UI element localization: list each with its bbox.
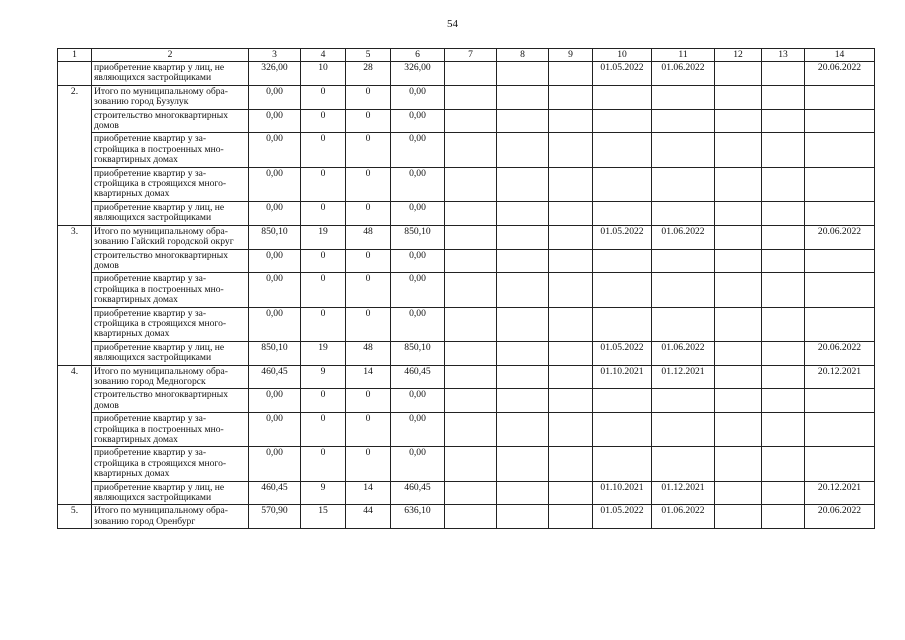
- cell-c4: 0: [301, 249, 346, 273]
- col-header: 8: [497, 49, 549, 62]
- cell-c10: [593, 133, 652, 167]
- cell-c10: 01.05.2022: [593, 505, 652, 529]
- cell-c11: 01.06.2022: [652, 62, 715, 86]
- cell-c7: [445, 167, 497, 201]
- cell-c7: [445, 249, 497, 273]
- cell-c11: [652, 273, 715, 307]
- cell-c10: 01.05.2022: [593, 341, 652, 365]
- table-body: [58, 62, 875, 529]
- cell-c7: [445, 389, 497, 413]
- cell-c4: 0: [301, 413, 346, 447]
- cell-c12: [715, 85, 762, 109]
- cell-c5: 48: [346, 341, 391, 365]
- cell-c4: 19: [301, 341, 346, 365]
- cell-c11: [652, 167, 715, 201]
- cell-c14: [805, 389, 875, 413]
- cell-c9: [549, 62, 593, 86]
- cell-c3: 0,00: [249, 307, 301, 341]
- cell-c14: [805, 85, 875, 109]
- cell-c8: [497, 167, 549, 201]
- row-description: Итого по муниципальному обра-зованию город Бузулук: [92, 85, 249, 109]
- cell-c11: 01.12.2021: [652, 365, 715, 389]
- cell-c8: [497, 307, 549, 341]
- cell-c8: [497, 413, 549, 447]
- cell-c3: 570,90: [249, 505, 301, 529]
- cell-c9: [549, 505, 593, 529]
- cell-c14: [805, 133, 875, 167]
- cell-c13: [762, 413, 805, 447]
- cell-c5: 48: [346, 225, 391, 249]
- cell-c7: [445, 505, 497, 529]
- cell-c6: 850,10: [391, 225, 445, 249]
- cell-c12: [715, 109, 762, 133]
- cell-c12: [715, 413, 762, 447]
- cell-c14: 20.12.2021: [805, 365, 875, 389]
- cell-c12: [715, 249, 762, 273]
- col-header: 11: [652, 49, 715, 62]
- cell-c14: [805, 109, 875, 133]
- cell-c7: [445, 481, 497, 505]
- cell-c6: 0,00: [391, 389, 445, 413]
- col-header: 6: [391, 49, 445, 62]
- cell-c7: [445, 413, 497, 447]
- row-number: 4.: [58, 365, 92, 505]
- cell-c3: 850,10: [249, 341, 301, 365]
- cell-c8: [497, 341, 549, 365]
- cell-c6: 0,00: [391, 201, 445, 225]
- cell-c13: [762, 307, 805, 341]
- cell-c8: [497, 273, 549, 307]
- cell-c12: [715, 341, 762, 365]
- cell-c12: [715, 167, 762, 201]
- cell-c14: [805, 167, 875, 201]
- cell-c13: [762, 481, 805, 505]
- row-description: Итого по муниципальному обра-зованию Гайский городской округ: [92, 225, 249, 249]
- cell-c4: 9: [301, 365, 346, 389]
- cell-c9: [549, 85, 593, 109]
- cell-c9: [549, 201, 593, 225]
- cell-c5: 28: [346, 62, 391, 86]
- cell-c5: 44: [346, 505, 391, 529]
- cell-c9: [549, 447, 593, 481]
- col-header: 1: [58, 49, 92, 62]
- cell-c8: [497, 365, 549, 389]
- cell-c3: 460,45: [249, 365, 301, 389]
- cell-c14: [805, 201, 875, 225]
- table-row: [58, 505, 875, 529]
- cell-c8: [497, 447, 549, 481]
- cell-c5: 0: [346, 307, 391, 341]
- cell-c5: 14: [346, 481, 391, 505]
- col-header: 3: [249, 49, 301, 62]
- cell-c8: [497, 481, 549, 505]
- cell-c11: [652, 85, 715, 109]
- cell-c11: [652, 389, 715, 413]
- table-row: [58, 201, 875, 225]
- cell-c12: [715, 447, 762, 481]
- cell-c4: 0: [301, 85, 346, 109]
- cell-c6: 0,00: [391, 249, 445, 273]
- cell-c10: [593, 109, 652, 133]
- cell-c10: [593, 85, 652, 109]
- row-description: Итого по муниципальному обра-зованию город Оренбург: [92, 505, 249, 529]
- cell-c5: 0: [346, 389, 391, 413]
- cell-c12: [715, 273, 762, 307]
- cell-c7: [445, 225, 497, 249]
- cell-c13: [762, 109, 805, 133]
- cell-c8: [497, 109, 549, 133]
- page-number: 54: [447, 18, 458, 30]
- cell-c6: 0,00: [391, 273, 445, 307]
- col-header: 12: [715, 49, 762, 62]
- cell-c5: 0: [346, 167, 391, 201]
- cell-c7: [445, 365, 497, 389]
- cell-c14: [805, 447, 875, 481]
- cell-c6: 460,45: [391, 365, 445, 389]
- cell-c9: [549, 413, 593, 447]
- cell-c10: [593, 447, 652, 481]
- cell-c5: 14: [346, 365, 391, 389]
- cell-c13: [762, 225, 805, 249]
- cell-c14: [805, 273, 875, 307]
- col-header: 5: [346, 49, 391, 62]
- cell-c13: [762, 341, 805, 365]
- cell-c4: 0: [301, 389, 346, 413]
- row-number: 3.: [58, 225, 92, 365]
- col-header: 7: [445, 49, 497, 62]
- row-description: строительство многоквартирных домов: [92, 389, 249, 413]
- table-row: [58, 341, 875, 365]
- cell-c3: 850,10: [249, 225, 301, 249]
- cell-c4: 0: [301, 273, 346, 307]
- cell-c13: [762, 201, 805, 225]
- cell-c14: 20.06.2022: [805, 225, 875, 249]
- cell-c9: [549, 273, 593, 307]
- cell-c10: [593, 201, 652, 225]
- table-row: [58, 133, 875, 167]
- cell-c4: 0: [301, 447, 346, 481]
- row-description: приобретение квартир у лиц, не являющихся застройщиками: [92, 62, 249, 86]
- cell-c3: 0,00: [249, 447, 301, 481]
- row-description: Итого по муниципальному обра-зованию город Медногорск: [92, 365, 249, 389]
- cell-c12: [715, 505, 762, 529]
- table-row: [58, 365, 875, 389]
- col-header: 14: [805, 49, 875, 62]
- cell-c9: [549, 365, 593, 389]
- cell-c13: [762, 273, 805, 307]
- cell-c12: [715, 201, 762, 225]
- row-description: приобретение квартир у за-стройщика в строящихся много-квартирных домах: [92, 307, 249, 341]
- cell-c5: 0: [346, 133, 391, 167]
- cell-c4: 0: [301, 307, 346, 341]
- cell-c13: [762, 365, 805, 389]
- cell-c4: 10: [301, 62, 346, 86]
- cell-c8: [497, 62, 549, 86]
- row-number: [58, 62, 92, 86]
- table-row: [58, 447, 875, 481]
- cell-c8: [497, 249, 549, 273]
- cell-c5: 0: [346, 273, 391, 307]
- table-row: [58, 167, 875, 201]
- cell-c9: [549, 249, 593, 273]
- cell-c4: 0: [301, 201, 346, 225]
- cell-c4: 9: [301, 481, 346, 505]
- row-description: приобретение квартир у за-стройщика в построенных мно-гоквартирных домах: [92, 413, 249, 447]
- cell-c12: [715, 133, 762, 167]
- cell-c10: [593, 273, 652, 307]
- cell-c3: 0,00: [249, 413, 301, 447]
- cell-c7: [445, 447, 497, 481]
- cell-c7: [445, 307, 497, 341]
- cell-c13: [762, 62, 805, 86]
- row-description: приобретение квартир у лиц, не являющихся застройщиками: [92, 341, 249, 365]
- cell-c7: [445, 85, 497, 109]
- cell-c14: 20.06.2022: [805, 505, 875, 529]
- col-header: 4: [301, 49, 346, 62]
- cell-c6: 0,00: [391, 307, 445, 341]
- cell-c8: [497, 505, 549, 529]
- cell-c11: 01.12.2021: [652, 481, 715, 505]
- cell-c3: 460,45: [249, 481, 301, 505]
- row-description: приобретение квартир у за-стройщика в построенных мно-гоквартирных домах: [92, 133, 249, 167]
- data-table: [57, 48, 875, 529]
- cell-c10: [593, 249, 652, 273]
- cell-c8: [497, 201, 549, 225]
- cell-c3: 0,00: [249, 167, 301, 201]
- cell-c11: [652, 249, 715, 273]
- cell-c4: 0: [301, 133, 346, 167]
- cell-c12: [715, 365, 762, 389]
- cell-c9: [549, 133, 593, 167]
- table-row: [58, 109, 875, 133]
- cell-c11: 01.06.2022: [652, 225, 715, 249]
- cell-c4: 19: [301, 225, 346, 249]
- cell-c6: 0,00: [391, 447, 445, 481]
- cell-c10: 01.10.2021: [593, 481, 652, 505]
- cell-c13: [762, 167, 805, 201]
- cell-c10: 01.05.2022: [593, 225, 652, 249]
- table-row: [58, 413, 875, 447]
- table-row: [58, 225, 875, 249]
- cell-c11: [652, 109, 715, 133]
- col-header: 13: [762, 49, 805, 62]
- cell-c7: [445, 133, 497, 167]
- cell-c6: 0,00: [391, 413, 445, 447]
- cell-c5: 0: [346, 249, 391, 273]
- cell-c13: [762, 133, 805, 167]
- cell-c10: [593, 167, 652, 201]
- cell-c5: 0: [346, 85, 391, 109]
- row-description: приобретение квартир у за-стройщика в строящихся много-квартирных домах: [92, 167, 249, 201]
- cell-c3: 0,00: [249, 133, 301, 167]
- cell-c10: 01.05.2022: [593, 62, 652, 86]
- cell-c8: [497, 85, 549, 109]
- cell-c13: [762, 447, 805, 481]
- cell-c3: 0,00: [249, 85, 301, 109]
- cell-c5: 0: [346, 109, 391, 133]
- cell-c11: 01.06.2022: [652, 341, 715, 365]
- cell-c13: [762, 249, 805, 273]
- cell-c9: [549, 167, 593, 201]
- cell-c10: 01.10.2021: [593, 365, 652, 389]
- cell-c12: [715, 481, 762, 505]
- cell-c10: [593, 413, 652, 447]
- cell-c14: 20.12.2021: [805, 481, 875, 505]
- cell-c3: 0,00: [249, 201, 301, 225]
- cell-c7: [445, 62, 497, 86]
- table-row: [58, 85, 875, 109]
- col-header: 9: [549, 49, 593, 62]
- cell-c13: [762, 505, 805, 529]
- cell-c6: 636,10: [391, 505, 445, 529]
- cell-c11: [652, 201, 715, 225]
- cell-c13: [762, 85, 805, 109]
- cell-c14: [805, 413, 875, 447]
- row-description: приобретение квартир у лиц, не являющихся застройщиками: [92, 201, 249, 225]
- cell-c11: [652, 307, 715, 341]
- row-description: приобретение квартир у за-стройщика в построенных мно-гоквартирных домах: [92, 273, 249, 307]
- cell-c5: 0: [346, 201, 391, 225]
- row-description: приобретение квартир у лиц, не являющихся застройщиками: [92, 481, 249, 505]
- cell-c9: [549, 225, 593, 249]
- table-row: [58, 307, 875, 341]
- table-row: [58, 249, 875, 273]
- cell-c13: [762, 389, 805, 413]
- cell-c8: [497, 389, 549, 413]
- cell-c6: 0,00: [391, 109, 445, 133]
- cell-c5: 0: [346, 447, 391, 481]
- cell-c4: 0: [301, 109, 346, 133]
- cell-c9: [549, 481, 593, 505]
- cell-c7: [445, 109, 497, 133]
- cell-c14: 20.06.2022: [805, 62, 875, 86]
- cell-c3: 0,00: [249, 249, 301, 273]
- table-row: [58, 481, 875, 505]
- cell-c11: 01.06.2022: [652, 505, 715, 529]
- cell-c14: [805, 249, 875, 273]
- cell-c9: [549, 307, 593, 341]
- cell-c6: 0,00: [391, 85, 445, 109]
- table-row: [58, 62, 875, 86]
- cell-c7: [445, 273, 497, 307]
- cell-c6: 0,00: [391, 167, 445, 201]
- cell-c4: 15: [301, 505, 346, 529]
- row-description: строительство многоквартирных домов: [92, 109, 249, 133]
- cell-c7: [445, 201, 497, 225]
- cell-c8: [497, 133, 549, 167]
- row-number: 5.: [58, 505, 92, 529]
- cell-c6: 0,00: [391, 133, 445, 167]
- cell-c14: 20.06.2022: [805, 341, 875, 365]
- cell-c11: [652, 447, 715, 481]
- cell-c6: 850,10: [391, 341, 445, 365]
- cell-c12: [715, 389, 762, 413]
- row-description: строительство многоквартирных домов: [92, 249, 249, 273]
- cell-c10: [593, 307, 652, 341]
- cell-c9: [549, 389, 593, 413]
- cell-c11: [652, 133, 715, 167]
- cell-c3: 0,00: [249, 273, 301, 307]
- cell-c9: [549, 109, 593, 133]
- cell-c6: 460,45: [391, 481, 445, 505]
- cell-c9: [549, 341, 593, 365]
- col-header: 2: [92, 49, 249, 62]
- row-number: 2.: [58, 85, 92, 225]
- cell-c14: [805, 307, 875, 341]
- cell-c7: [445, 341, 497, 365]
- cell-c12: [715, 307, 762, 341]
- cell-c4: 0: [301, 167, 346, 201]
- row-description: приобретение квартир у за-стройщика в строящихся много-квартирных домах: [92, 447, 249, 481]
- cell-c12: [715, 225, 762, 249]
- header-row: [58, 49, 875, 62]
- cell-c12: [715, 62, 762, 86]
- cell-c8: [497, 225, 549, 249]
- cell-c3: 0,00: [249, 389, 301, 413]
- cell-c10: [593, 389, 652, 413]
- cell-c5: 0: [346, 413, 391, 447]
- cell-c3: 0,00: [249, 109, 301, 133]
- cell-c3: 326,00: [249, 62, 301, 86]
- cell-c6: 326,00: [391, 62, 445, 86]
- cell-c11: [652, 413, 715, 447]
- col-header: 10: [593, 49, 652, 62]
- table-row: [58, 273, 875, 307]
- table-row: [58, 389, 875, 413]
